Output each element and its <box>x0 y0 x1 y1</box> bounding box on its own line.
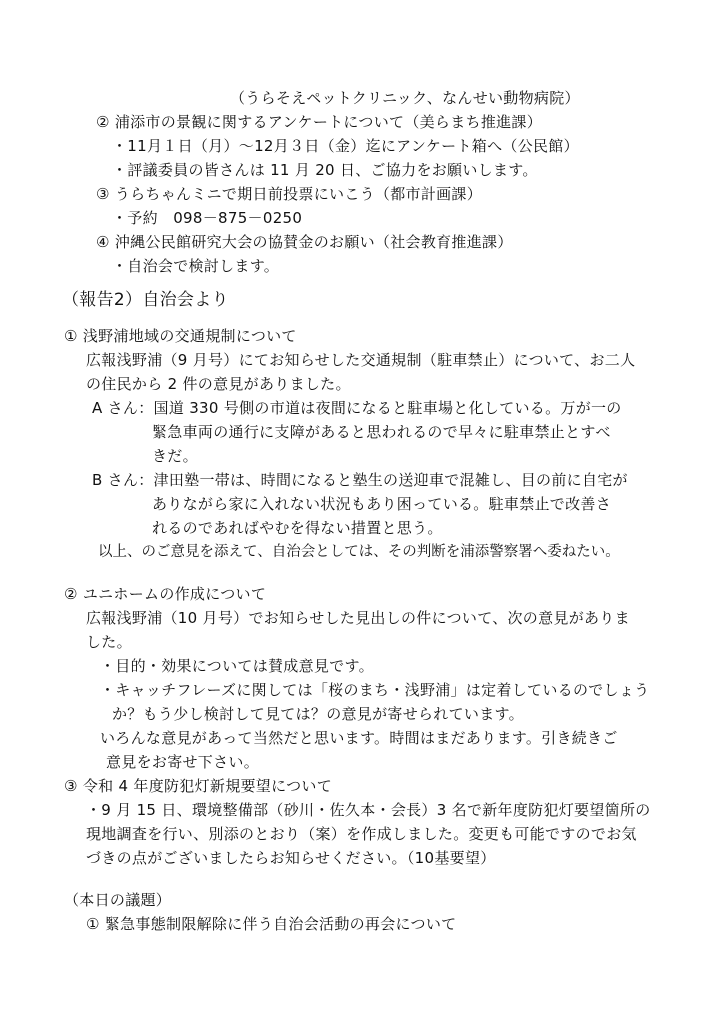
opinion-b-line1: B さん：津田塾一帯は、時間になると塾生の送迎車で混雑し、目の前に自宅が <box>92 471 628 489</box>
report1-item2-title: ② 浦添市の景観に関するアンケートについて（美らまち推進課） <box>96 113 543 131</box>
report1-item4-title: ④ 沖縄公民館研究大会の協賛金のお願い（社会教育推進課） <box>96 233 513 251</box>
agenda-heading: （本日の議題） <box>64 891 172 909</box>
report2-item3-line1: ・9 月 15 日、環境整備部（砂川・佐久本・会長）3 名で新年度防犯灯要望箇所の <box>86 801 651 819</box>
opinion-b-line2: ありながら家に入れない状況もあり困っている。駐車禁止で改善さ <box>152 495 612 513</box>
report2-item3-line3: づきの点がございましたらお知らせください。（10基要望） <box>86 849 496 867</box>
report2-item2-point2-line1: ・キャッチフレーズに関しては「桜のまち・浅野浦」は定着しているのでしょう <box>100 681 650 699</box>
report2-heading: （報告2）自治会より <box>62 290 229 310</box>
report2-item1-conclusion: 以上、のご意見を添えて、自治会としては、その判断を浦添警察署へ委ねたい。 <box>98 544 620 560</box>
report2-item3-line2: 現地調査を行い、別添のとおり（案）を作成しました。変更も可能ですのでお気 <box>86 825 637 843</box>
agenda-item1: ① 緊急事態制限解除に伴う自治会活動の再会について <box>86 915 457 933</box>
report1-item4-line1: ・自治会で検討します。 <box>112 257 280 275</box>
report2-item3-title: ③ 令和 4 年度防犯灯新規要望について <box>64 777 332 795</box>
report2-item1-intro1: 広報浅野浦（9 月号）にてお知らせした交通規制（駐車禁止）について、お二人 <box>86 351 636 369</box>
opinion-a-line3: きだ。 <box>152 447 198 465</box>
report2-item1-intro2: の住民から 2 件の意見がありました。 <box>86 375 351 393</box>
report1-item3-line1: ・予約 098－875－0250 <box>112 209 303 227</box>
report2-item2-intro2: した。 <box>86 633 132 651</box>
report2-item1-title: ① 浅野浦地域の交通規制について <box>64 327 297 345</box>
report2-item2-point1: ・目的・効果については賛成意見です。 <box>100 657 374 675</box>
report2-item2-title: ② ユニホームの作成について <box>64 585 267 603</box>
opinion-a-line2: 緊急車両の通行に支障があると思われるので早々に駐車禁止とすべ <box>152 423 611 441</box>
clinic-list: （うらそえペットクリニック、なんせい動物病院） <box>230 89 580 107</box>
report2-item2-comment1: いろんな意見があって当然だと思います。時間はまだあります。引き続きご <box>100 729 618 747</box>
report2-item2-intro1: 広報浅野浦（10 月号）でお知らせした見出しの件について、次の意見がありま <box>86 609 630 627</box>
report1-item3-title: ③ うらちゃんミニで期日前投票にいこう（都市計画課） <box>96 185 483 203</box>
opinion-a-line1: A さん：国道 330 号側の市道は夜間になると駐車場と化している。万が一の <box>92 399 622 417</box>
report2-item2-point2-line2: か？もう少し検討して見ては？の意見が寄せられています。 <box>112 705 524 723</box>
opinion-b-line3: れるのであればやむを得ない措置と思う。 <box>152 519 443 537</box>
report1-item2-line1: ・11月１日（月）～12月３日（金）迄にアンケート箱へ（公民館） <box>112 137 579 155</box>
report2-item2-comment2: 意見をお寄せ下さい。 <box>106 753 260 771</box>
report1-item2-line2: ・評議委員の皆さんは 11 月 20 日、ご協力をお願いします。 <box>112 161 538 179</box>
